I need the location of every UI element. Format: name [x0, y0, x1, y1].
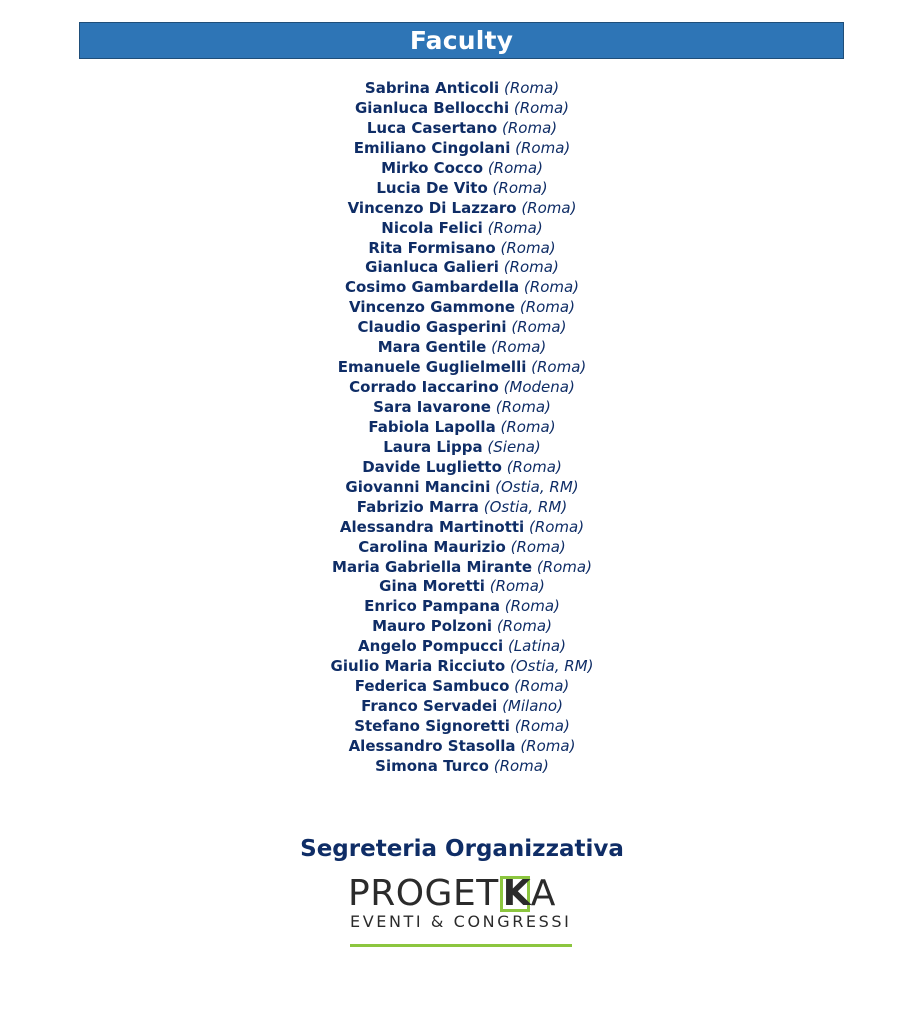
- faculty-member-city: (Roma): [515, 138, 571, 157]
- faculty-member-name: Fabiola Lapolla: [368, 417, 496, 436]
- faculty-member: [0, 139, 924, 159]
- faculty-member: [0, 338, 924, 358]
- faculty-member: [0, 657, 924, 677]
- faculty-member-name: Gina Moretti: [379, 577, 485, 596]
- faculty-member: [0, 577, 924, 597]
- faculty-member: [0, 239, 924, 259]
- faculty-member-city: (Roma): [495, 398, 551, 416]
- faculty-member-name: Alessandro Stasolla: [348, 736, 516, 755]
- faculty-member-name: Luca Casertano: [366, 118, 498, 137]
- faculty-member: [0, 79, 924, 99]
- faculty-member-city: (Roma): [520, 736, 576, 755]
- faculty-member-name: Emiliano Cingolani: [353, 138, 511, 157]
- faculty-member-city: (Milano): [502, 697, 563, 716]
- faculty-member: [0, 398, 924, 418]
- faculty-member: [0, 697, 924, 717]
- progetka-logo: [344, 872, 580, 950]
- faculty-member-city: (Modena): [503, 378, 575, 397]
- faculty-member: [0, 318, 924, 338]
- faculty-member-city: (Roma): [487, 218, 543, 237]
- faculty-member-name: Davide Luglietto: [362, 457, 502, 476]
- faculty-member-name: Stefano Signoretti: [354, 717, 510, 735]
- faculty-member-city: (Roma): [492, 178, 548, 197]
- faculty-member-name: Laura Lippa: [383, 437, 483, 456]
- faculty-member: [0, 199, 924, 219]
- faculty-member-name: Corrado Iaccarino: [349, 378, 499, 397]
- faculty-member-name: Vincenzo Gammone: [349, 298, 516, 317]
- faculty-member-city: (Roma): [500, 417, 556, 436]
- faculty-member-city: (Roma): [502, 118, 558, 137]
- faculty-member-name: Sara Iavarone: [373, 398, 491, 416]
- faculty-member-city: (Ostia, RM): [509, 657, 594, 676]
- faculty-member-city: (Roma): [531, 358, 587, 377]
- faculty-member-city: (Roma): [491, 338, 547, 357]
- faculty-member: [0, 159, 924, 179]
- faculty-member-name: Carolina Maurizio: [358, 537, 506, 556]
- faculty-member-city: (Ostia, RM): [483, 497, 568, 516]
- faculty-member: [0, 119, 924, 139]
- faculty-member-name: Mara Gentile: [377, 338, 487, 357]
- faculty-member-name: Giovanni Mancini: [345, 477, 491, 496]
- faculty-member-name: Giulio Maria Ricciuto: [330, 657, 506, 676]
- faculty-member: [0, 478, 924, 498]
- faculty-member-name: Cosimo Gambardella: [344, 278, 520, 297]
- faculty-member-name: Simona Turco: [375, 756, 489, 775]
- faculty-member-city: (Roma): [514, 677, 570, 696]
- faculty-member-name: Fabrizio Marra: [356, 497, 479, 516]
- faculty-member-city: (Roma): [493, 756, 549, 775]
- faculty-member-city: (Roma): [523, 278, 580, 297]
- faculty-member: [0, 358, 924, 378]
- faculty-member-city: (Roma): [504, 597, 560, 616]
- faculty-list: [0, 79, 924, 777]
- logo-word-after: A: [530, 873, 556, 914]
- faculty-member-city: (Roma): [510, 537, 566, 556]
- faculty-member-city: (Roma): [487, 158, 543, 177]
- logo-k-box: K: [500, 876, 530, 912]
- faculty-member: [0, 538, 924, 558]
- faculty-member: [0, 558, 924, 578]
- faculty-member-name: Sabrina Anticoli: [364, 79, 500, 97]
- faculty-member-name: Gianluca Bellocchi: [355, 98, 510, 117]
- faculty-member-name: Nicola Felici: [381, 218, 483, 237]
- faculty-member-name: Gianluca Galieri: [365, 258, 499, 277]
- faculty-member: [0, 298, 924, 318]
- faculty-member: [0, 179, 924, 199]
- faculty-member: [0, 99, 924, 119]
- faculty-member-name: Rita Formisano: [368, 238, 496, 257]
- faculty-member-name: Enrico Pampana: [364, 597, 500, 616]
- faculty-member-name: Lucia De Vito: [376, 178, 488, 197]
- faculty-member-city: (Ostia, RM): [495, 477, 579, 496]
- faculty-member-city: (Roma): [513, 98, 569, 117]
- faculty-member-city: (Roma): [519, 298, 575, 317]
- logo-underline: [350, 944, 572, 947]
- faculty-member: [0, 737, 924, 757]
- faculty-member-name: Federica Sambuco: [354, 677, 510, 696]
- logo-subtitle: EVENTI & CONGRESSI: [350, 912, 572, 931]
- faculty-member: [0, 378, 924, 398]
- faculty-member-city: (Roma): [514, 717, 570, 735]
- faculty-member-city: (Roma): [489, 577, 545, 596]
- logo-word-before: PROGET: [348, 873, 499, 914]
- faculty-member-city: (Roma): [521, 198, 577, 217]
- faculty-member-name: Vincenzo Di Lazzaro: [347, 198, 517, 217]
- faculty-member: [0, 219, 924, 239]
- faculty-member-city: (Roma): [503, 79, 560, 97]
- secretariat-title: Segreteria Organizzativa: [300, 836, 624, 862]
- faculty-member-city: (Roma): [528, 517, 585, 536]
- faculty-member-name: Angelo Pompucci: [358, 637, 504, 656]
- faculty-member: [0, 518, 924, 538]
- faculty-member-city: (Siena): [487, 437, 541, 456]
- faculty-member: [0, 438, 924, 458]
- faculty-member: [0, 458, 924, 478]
- faculty-member-name: Mauro Polzoni: [372, 617, 493, 636]
- faculty-member: [0, 597, 924, 617]
- faculty-member: [0, 757, 924, 777]
- faculty-header-title: Faculty: [409, 26, 514, 55]
- faculty-member-city: (Roma): [496, 617, 552, 636]
- faculty-member: [0, 637, 924, 657]
- faculty-member-city: (Roma): [503, 258, 559, 277]
- faculty-member-name: Mirko Cocco: [381, 158, 484, 177]
- faculty-member-name: Maria Gabriella Mirante: [332, 557, 533, 576]
- faculty-member: [0, 418, 924, 438]
- faculty-member-name: Claudio Gasperini: [357, 318, 507, 337]
- faculty-member: [0, 617, 924, 637]
- faculty-member-city: (Roma): [511, 318, 567, 337]
- faculty-member-name: Emanuele Guglielmelli: [337, 358, 527, 377]
- faculty-header-bar: [79, 22, 844, 59]
- faculty-member: [0, 278, 924, 298]
- logo-wordmark: [348, 874, 556, 914]
- faculty-member: [0, 498, 924, 518]
- faculty-member: [0, 717, 924, 737]
- faculty-member: [0, 258, 924, 278]
- faculty-member-city: (Latina): [507, 637, 566, 656]
- faculty-member-city: (Roma): [500, 238, 556, 257]
- faculty-member-city: (Roma): [536, 557, 592, 576]
- faculty-member-name: Alessandra Martinotti: [339, 517, 525, 536]
- faculty-member-name: Franco Servadei: [361, 697, 498, 716]
- faculty-member: [0, 677, 924, 697]
- faculty-member-city: (Roma): [506, 457, 562, 476]
